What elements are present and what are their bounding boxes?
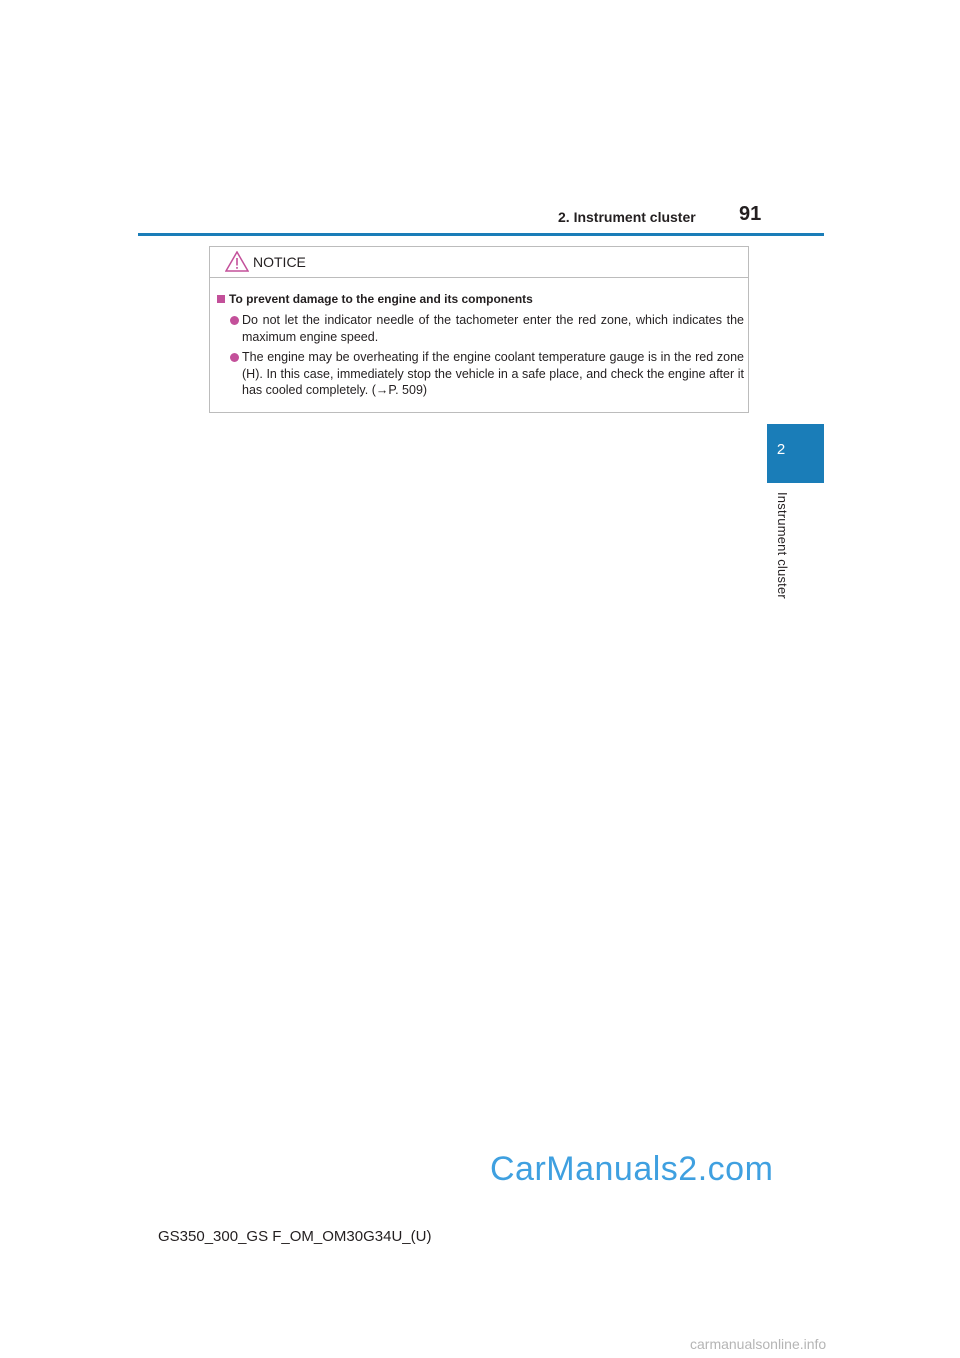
notice-section-title-text: To prevent damage to the engine and its components — [229, 292, 533, 306]
notice-bullet — [230, 312, 744, 345]
chapter-tab-number: 2 — [776, 441, 786, 458]
round-bullet-icon — [230, 353, 239, 362]
watermark-carmanualsonline: carmanualsonline.info — [690, 1336, 827, 1352]
round-bullet-icon — [230, 316, 239, 325]
chapter-tab-label: Instrument cluster — [775, 492, 790, 599]
notice-box — [209, 246, 749, 413]
notice-bullet — [230, 349, 744, 399]
notice-bullet-text: The engine may be overheating if the engine coolant temperature gauge is in the red zone (H). In this case, immediately stop the vehicle in a safe place, and check the engine after it has cooled completely. (→P. 509) — [242, 350, 744, 397]
warning-triangle-icon — [225, 251, 249, 272]
watermark-carmanuals2: CarManuals2.com — [490, 1150, 774, 1188]
header-divider — [138, 233, 824, 236]
header-section-title: 2. Instrument cluster — [558, 209, 696, 225]
page-number: 91 — [739, 203, 762, 225]
chapter-tab — [767, 424, 824, 483]
notice-label: NOTICE — [253, 254, 306, 270]
notice-bullet-text: Do not let the indicator needle of the tachometer enter the red zone, which indicates the maximum engine speed. — [242, 313, 744, 344]
notice-header — [210, 247, 748, 278]
document-code: GS350_300_GS F_OM_OM30G34U_(U) — [158, 1228, 432, 1245]
square-bullet-icon — [217, 295, 225, 303]
notice-section-title — [217, 292, 533, 306]
